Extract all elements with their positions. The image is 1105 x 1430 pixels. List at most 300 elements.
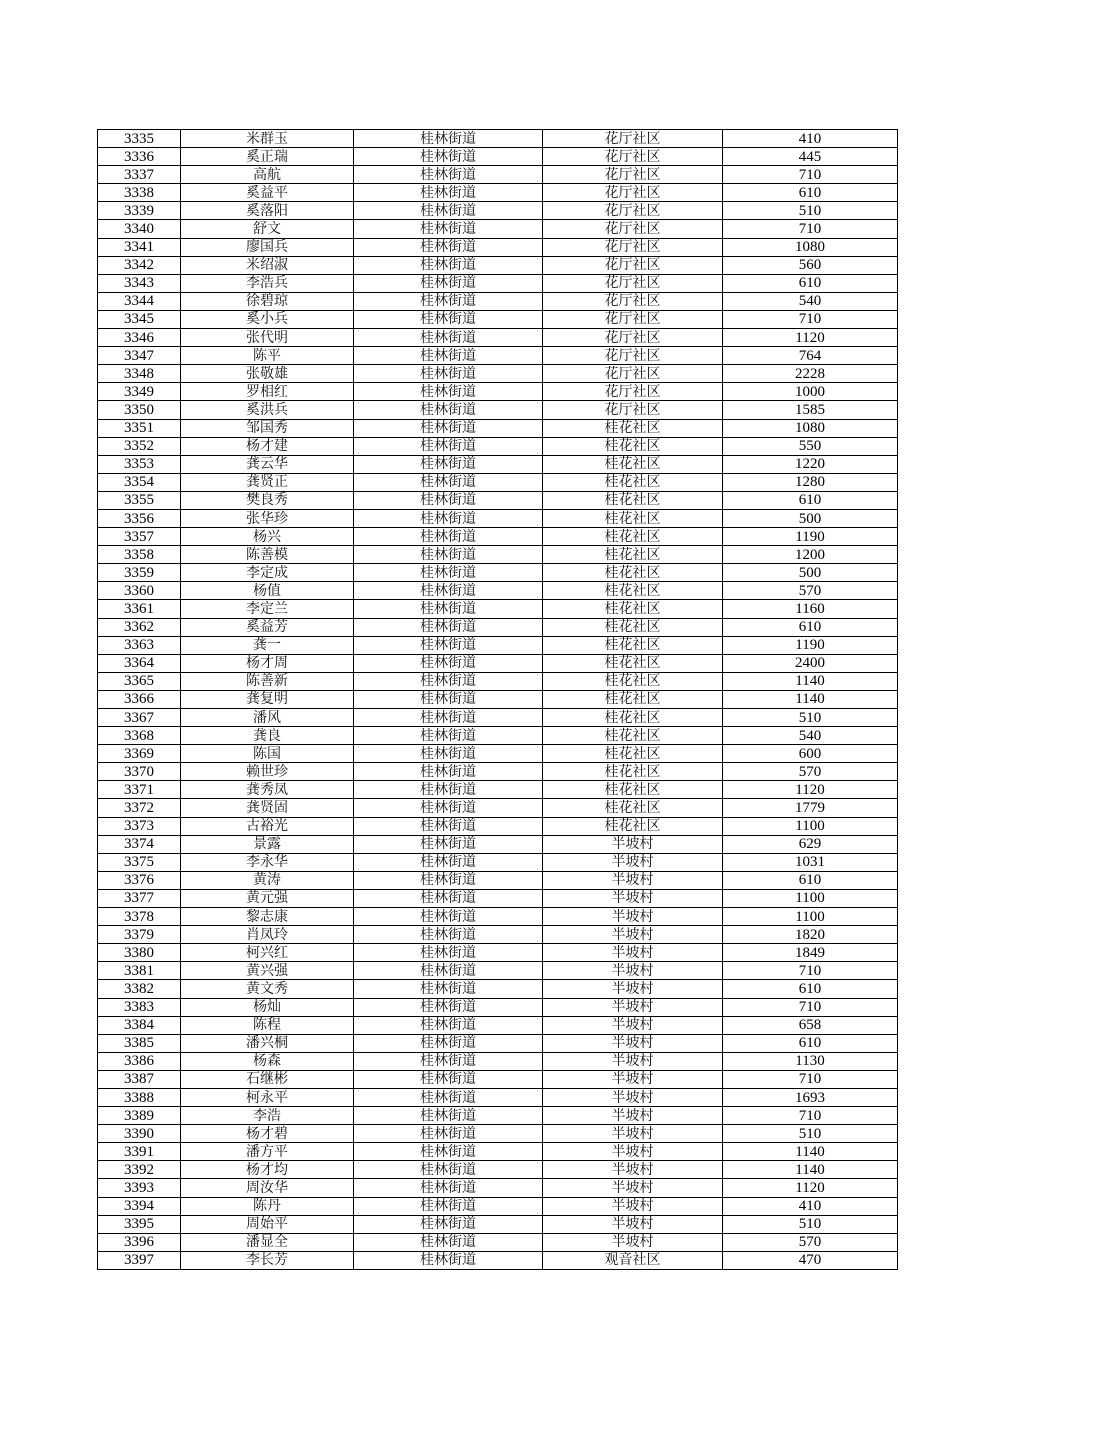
street-cell: 桂林街道: [354, 329, 543, 347]
table-row: [98, 980, 898, 998]
name-cell: 黄兴强: [181, 962, 354, 980]
community-cell: 半坡村: [543, 1125, 723, 1143]
table-row: [98, 817, 898, 835]
amount-cell: 1120: [723, 329, 898, 347]
amount-cell: 710: [723, 998, 898, 1016]
amount-cell: 610: [723, 274, 898, 292]
community-cell: 花厅社区: [543, 365, 723, 383]
amount-cell: 410: [723, 1197, 898, 1215]
community-cell: 桂花社区: [543, 455, 723, 473]
community-cell: 花厅社区: [543, 148, 723, 166]
street-cell: 桂林街道: [354, 274, 543, 292]
amount-cell: 1280: [723, 473, 898, 491]
street-cell: 桂林街道: [354, 1161, 543, 1179]
table-row: [98, 962, 898, 980]
table-row: [98, 690, 898, 708]
row-number-cell: 3346: [98, 329, 181, 347]
street-cell: 桂林街道: [354, 926, 543, 944]
street-cell: 桂林街道: [354, 256, 543, 274]
amount-cell: 710: [723, 310, 898, 328]
row-number-cell: 3392: [98, 1161, 181, 1179]
street-cell: 桂林街道: [354, 1197, 543, 1215]
name-cell: 陈程: [181, 1016, 354, 1034]
row-number-cell: 3373: [98, 817, 181, 835]
row-number-cell: 3369: [98, 745, 181, 763]
community-cell: 半坡村: [543, 998, 723, 1016]
amount-cell: 710: [723, 962, 898, 980]
community-cell: 半坡村: [543, 1233, 723, 1251]
name-cell: 柯永平: [181, 1088, 354, 1106]
table-row: [98, 184, 898, 202]
community-cell: 桂花社区: [543, 437, 723, 455]
data-table: [97, 129, 898, 1270]
amount-cell: 1190: [723, 528, 898, 546]
community-cell: 桂花社区: [543, 473, 723, 491]
table-row: [98, 672, 898, 690]
street-cell: 桂林街道: [354, 347, 543, 365]
name-cell: 李永华: [181, 853, 354, 871]
street-cell: 桂林街道: [354, 419, 543, 437]
name-cell: 潘显全: [181, 1233, 354, 1251]
name-cell: 米群玉: [181, 130, 354, 148]
row-number-cell: 3348: [98, 365, 181, 383]
row-number-cell: 3386: [98, 1052, 181, 1070]
name-cell: 陈平: [181, 347, 354, 365]
amount-cell: 445: [723, 148, 898, 166]
table-row: [98, 564, 898, 582]
row-number-cell: 3381: [98, 962, 181, 980]
table-row: [98, 148, 898, 166]
community-cell: 桂花社区: [543, 745, 723, 763]
amount-cell: 2400: [723, 654, 898, 672]
amount-cell: 1160: [723, 600, 898, 618]
amount-cell: 510: [723, 1215, 898, 1233]
street-cell: 桂林街道: [354, 1179, 543, 1197]
row-number-cell: 3383: [98, 998, 181, 1016]
community-cell: 半坡村: [543, 1179, 723, 1197]
row-number-cell: 3374: [98, 835, 181, 853]
row-number-cell: 3358: [98, 546, 181, 564]
row-number-cell: 3376: [98, 871, 181, 889]
name-cell: 陈丹: [181, 1197, 354, 1215]
name-cell: 古裕光: [181, 817, 354, 835]
street-cell: 桂林街道: [354, 799, 543, 817]
street-cell: 桂林街道: [354, 835, 543, 853]
table-row: [98, 636, 898, 654]
amount-cell: 1031: [723, 853, 898, 871]
community-cell: 花厅社区: [543, 274, 723, 292]
community-cell: 桂花社区: [543, 690, 723, 708]
community-cell: 桂花社区: [543, 763, 723, 781]
row-number-cell: 3349: [98, 383, 181, 401]
street-cell: 桂林街道: [354, 148, 543, 166]
table-row: [98, 347, 898, 365]
row-number-cell: 3389: [98, 1107, 181, 1125]
street-cell: 桂林街道: [354, 1143, 543, 1161]
street-cell: 桂林街道: [354, 1233, 543, 1251]
community-cell: 桂花社区: [543, 727, 723, 745]
name-cell: 潘风: [181, 709, 354, 727]
amount-cell: 540: [723, 727, 898, 745]
community-cell: 半坡村: [543, 835, 723, 853]
row-number-cell: 3380: [98, 944, 181, 962]
community-cell: 半坡村: [543, 871, 723, 889]
street-cell: 桂林街道: [354, 491, 543, 509]
street-cell: 桂林街道: [354, 546, 543, 564]
row-number-cell: 3360: [98, 582, 181, 600]
street-cell: 桂林街道: [354, 401, 543, 419]
row-number-cell: 3391: [98, 1143, 181, 1161]
table-row: [98, 835, 898, 853]
table-row: [98, 654, 898, 672]
name-cell: 米绍淑: [181, 256, 354, 274]
table-row: [98, 509, 898, 527]
amount-cell: 560: [723, 256, 898, 274]
row-number-cell: 3341: [98, 238, 181, 256]
table-row: [98, 1107, 898, 1125]
amount-cell: 1140: [723, 690, 898, 708]
table-row: [98, 799, 898, 817]
table-row: [98, 727, 898, 745]
name-cell: 黄文秀: [181, 980, 354, 998]
row-number-cell: 3335: [98, 130, 181, 148]
community-cell: 桂花社区: [543, 546, 723, 564]
community-cell: 半坡村: [543, 962, 723, 980]
community-cell: 花厅社区: [543, 401, 723, 419]
amount-cell: 610: [723, 184, 898, 202]
name-cell: 景露: [181, 835, 354, 853]
table-row: [98, 365, 898, 383]
name-cell: 肖凤玲: [181, 926, 354, 944]
community-cell: 桂花社区: [543, 528, 723, 546]
amount-cell: 1220: [723, 455, 898, 473]
amount-cell: 610: [723, 491, 898, 509]
amount-cell: 1130: [723, 1052, 898, 1070]
row-number-cell: 3347: [98, 347, 181, 365]
table-row: [98, 491, 898, 509]
community-cell: 花厅社区: [543, 310, 723, 328]
table-row: [98, 329, 898, 347]
table-row: [98, 419, 898, 437]
table-row: [98, 1016, 898, 1034]
table-row: [98, 1070, 898, 1088]
row-number-cell: 3350: [98, 401, 181, 419]
table-row: [98, 600, 898, 618]
street-cell: 桂林街道: [354, 130, 543, 148]
table-row: [98, 220, 898, 238]
amount-cell: 1820: [723, 926, 898, 944]
table-row: [98, 1125, 898, 1143]
name-cell: 杨才建: [181, 437, 354, 455]
name-cell: 龚贤固: [181, 799, 354, 817]
name-cell: 樊良秀: [181, 491, 354, 509]
street-cell: 桂林街道: [354, 1088, 543, 1106]
table-row: [98, 274, 898, 292]
table-row: [98, 202, 898, 220]
amount-cell: 1190: [723, 636, 898, 654]
name-cell: 奚洪兵: [181, 401, 354, 419]
amount-cell: 1120: [723, 1179, 898, 1197]
name-cell: 龚良: [181, 727, 354, 745]
table-row: [98, 130, 898, 148]
street-cell: 桂林街道: [354, 1052, 543, 1070]
amount-cell: 1120: [723, 781, 898, 799]
community-cell: 花厅社区: [543, 383, 723, 401]
street-cell: 桂林街道: [354, 600, 543, 618]
name-cell: 张华珍: [181, 509, 354, 527]
street-cell: 桂林街道: [354, 1125, 543, 1143]
community-cell: 半坡村: [543, 1088, 723, 1106]
amount-cell: 1693: [723, 1088, 898, 1106]
community-cell: 桂花社区: [543, 509, 723, 527]
street-cell: 桂林街道: [354, 871, 543, 889]
row-number-cell: 3387: [98, 1070, 181, 1088]
community-cell: 半坡村: [543, 1016, 723, 1034]
name-cell: 龚贤正: [181, 473, 354, 491]
street-cell: 桂林街道: [354, 636, 543, 654]
amount-cell: 1585: [723, 401, 898, 419]
name-cell: 舒文: [181, 220, 354, 238]
row-number-cell: 3367: [98, 709, 181, 727]
name-cell: 柯兴红: [181, 944, 354, 962]
street-cell: 桂林街道: [354, 853, 543, 871]
name-cell: 杨灿: [181, 998, 354, 1016]
amount-cell: 629: [723, 835, 898, 853]
row-number-cell: 3345: [98, 310, 181, 328]
name-cell: 杨才碧: [181, 1125, 354, 1143]
name-cell: 张代明: [181, 329, 354, 347]
street-cell: 桂林街道: [354, 166, 543, 184]
name-cell: 陈善新: [181, 672, 354, 690]
name-cell: 黄元强: [181, 889, 354, 907]
amount-cell: 1140: [723, 672, 898, 690]
street-cell: 桂林街道: [354, 184, 543, 202]
amount-cell: 710: [723, 1107, 898, 1125]
name-cell: 李定兰: [181, 600, 354, 618]
row-number-cell: 3353: [98, 455, 181, 473]
name-cell: 龚云华: [181, 455, 354, 473]
name-cell: 龚秀凤: [181, 781, 354, 799]
row-number-cell: 3395: [98, 1215, 181, 1233]
community-cell: 半坡村: [543, 1215, 723, 1233]
name-cell: 邹国秀: [181, 419, 354, 437]
name-cell: 杨才周: [181, 654, 354, 672]
street-cell: 桂林街道: [354, 365, 543, 383]
name-cell: 杨兴: [181, 528, 354, 546]
table-row: [98, 1034, 898, 1052]
table-row: [98, 1179, 898, 1197]
amount-cell: 610: [723, 1034, 898, 1052]
amount-cell: 1000: [723, 383, 898, 401]
name-cell: 陈国: [181, 745, 354, 763]
table-row: [98, 709, 898, 727]
street-cell: 桂林街道: [354, 383, 543, 401]
street-cell: 桂林街道: [354, 980, 543, 998]
name-cell: 罗相红: [181, 383, 354, 401]
community-cell: 花厅社区: [543, 238, 723, 256]
table-row: [98, 889, 898, 907]
table-row: [98, 1161, 898, 1179]
table-row: [98, 582, 898, 600]
table-row: [98, 1233, 898, 1251]
street-cell: 桂林街道: [354, 473, 543, 491]
community-cell: 桂花社区: [543, 491, 723, 509]
amount-cell: 500: [723, 509, 898, 527]
table-row: [98, 1088, 898, 1106]
row-number-cell: 3354: [98, 473, 181, 491]
community-cell: 半坡村: [543, 853, 723, 871]
amount-cell: 550: [723, 437, 898, 455]
street-cell: 桂林街道: [354, 962, 543, 980]
amount-cell: 500: [723, 564, 898, 582]
row-number-cell: 3336: [98, 148, 181, 166]
row-number-cell: 3356: [98, 509, 181, 527]
community-cell: 半坡村: [543, 1034, 723, 1052]
table-row: [98, 1197, 898, 1215]
amount-cell: 470: [723, 1251, 898, 1269]
amount-cell: 1140: [723, 1143, 898, 1161]
street-cell: 桂林街道: [354, 1016, 543, 1034]
table-row: [98, 781, 898, 799]
community-cell: 花厅社区: [543, 130, 723, 148]
name-cell: 奚正瑞: [181, 148, 354, 166]
table-body: [98, 130, 898, 1270]
community-cell: 桂花社区: [543, 636, 723, 654]
row-number-cell: 3366: [98, 690, 181, 708]
street-cell: 桂林街道: [354, 781, 543, 799]
community-cell: 半坡村: [543, 1143, 723, 1161]
table-row: [98, 1215, 898, 1233]
name-cell: 龚复明: [181, 690, 354, 708]
community-cell: 花厅社区: [543, 256, 723, 274]
community-cell: 花厅社区: [543, 166, 723, 184]
name-cell: 杨森: [181, 1052, 354, 1070]
table-row: [98, 926, 898, 944]
table-row: [98, 310, 898, 328]
street-cell: 桂林街道: [354, 528, 543, 546]
amount-cell: 1080: [723, 419, 898, 437]
name-cell: 龚一: [181, 636, 354, 654]
row-number-cell: 3375: [98, 853, 181, 871]
table-row: [98, 546, 898, 564]
table-row: [98, 455, 898, 473]
amount-cell: 1779: [723, 799, 898, 817]
row-number-cell: 3384: [98, 1016, 181, 1034]
name-cell: 李浩: [181, 1107, 354, 1125]
table-row: [98, 763, 898, 781]
table-row: [98, 1052, 898, 1070]
name-cell: 潘方平: [181, 1143, 354, 1161]
row-number-cell: 3396: [98, 1233, 181, 1251]
amount-cell: 710: [723, 1070, 898, 1088]
row-number-cell: 3385: [98, 1034, 181, 1052]
community-cell: 桂花社区: [543, 781, 723, 799]
name-cell: 周始平: [181, 1215, 354, 1233]
street-cell: 桂林街道: [354, 238, 543, 256]
row-number-cell: 3361: [98, 600, 181, 618]
street-cell: 桂林街道: [354, 998, 543, 1016]
street-cell: 桂林街道: [354, 310, 543, 328]
row-number-cell: 3352: [98, 437, 181, 455]
table-row: [98, 745, 898, 763]
table-row: [98, 292, 898, 310]
street-cell: 桂林街道: [354, 564, 543, 582]
name-cell: 奚益芳: [181, 618, 354, 636]
table-row: [98, 256, 898, 274]
amount-cell: 1100: [723, 817, 898, 835]
amount-cell: 1200: [723, 546, 898, 564]
community-cell: 桂花社区: [543, 817, 723, 835]
community-cell: 花厅社区: [543, 347, 723, 365]
street-cell: 桂林街道: [354, 908, 543, 926]
name-cell: 张敬雄: [181, 365, 354, 383]
row-number-cell: 3337: [98, 166, 181, 184]
table-row: [98, 853, 898, 871]
amount-cell: 710: [723, 220, 898, 238]
row-number-cell: 3372: [98, 799, 181, 817]
community-cell: 半坡村: [543, 926, 723, 944]
amount-cell: 570: [723, 1233, 898, 1251]
street-cell: 桂林街道: [354, 509, 543, 527]
street-cell: 桂林街道: [354, 690, 543, 708]
community-cell: 半坡村: [543, 944, 723, 962]
street-cell: 桂林街道: [354, 709, 543, 727]
community-cell: 半坡村: [543, 1197, 723, 1215]
table-row: [98, 437, 898, 455]
row-number-cell: 3390: [98, 1125, 181, 1143]
name-cell: 高航: [181, 166, 354, 184]
row-number-cell: 3379: [98, 926, 181, 944]
table-row: [98, 383, 898, 401]
community-cell: 桂花社区: [543, 709, 723, 727]
name-cell: 奚益平: [181, 184, 354, 202]
table-row: [98, 944, 898, 962]
row-number-cell: 3393: [98, 1179, 181, 1197]
row-number-cell: 3364: [98, 654, 181, 672]
table-row: [98, 998, 898, 1016]
street-cell: 桂林街道: [354, 763, 543, 781]
community-cell: 桂花社区: [543, 672, 723, 690]
name-cell: 杨才均: [181, 1161, 354, 1179]
name-cell: 廖国兵: [181, 238, 354, 256]
community-cell: 桂花社区: [543, 618, 723, 636]
street-cell: 桂林街道: [354, 944, 543, 962]
row-number-cell: 3351: [98, 419, 181, 437]
community-cell: 桂花社区: [543, 799, 723, 817]
table-row: [98, 618, 898, 636]
name-cell: 杨值: [181, 582, 354, 600]
row-number-cell: 3368: [98, 727, 181, 745]
community-cell: 桂花社区: [543, 564, 723, 582]
street-cell: 桂林街道: [354, 582, 543, 600]
amount-cell: 510: [723, 709, 898, 727]
row-number-cell: 3339: [98, 202, 181, 220]
street-cell: 桂林街道: [354, 1034, 543, 1052]
amount-cell: 570: [723, 763, 898, 781]
street-cell: 桂林街道: [354, 220, 543, 238]
community-cell: 花厅社区: [543, 202, 723, 220]
name-cell: 奚落阳: [181, 202, 354, 220]
name-cell: 李浩兵: [181, 274, 354, 292]
community-cell: 半坡村: [543, 889, 723, 907]
street-cell: 桂林街道: [354, 889, 543, 907]
amount-cell: 2228: [723, 365, 898, 383]
amount-cell: 1100: [723, 908, 898, 926]
community-cell: 半坡村: [543, 980, 723, 998]
table-row: [98, 166, 898, 184]
row-number-cell: 3362: [98, 618, 181, 636]
community-cell: 观音社区: [543, 1251, 723, 1269]
